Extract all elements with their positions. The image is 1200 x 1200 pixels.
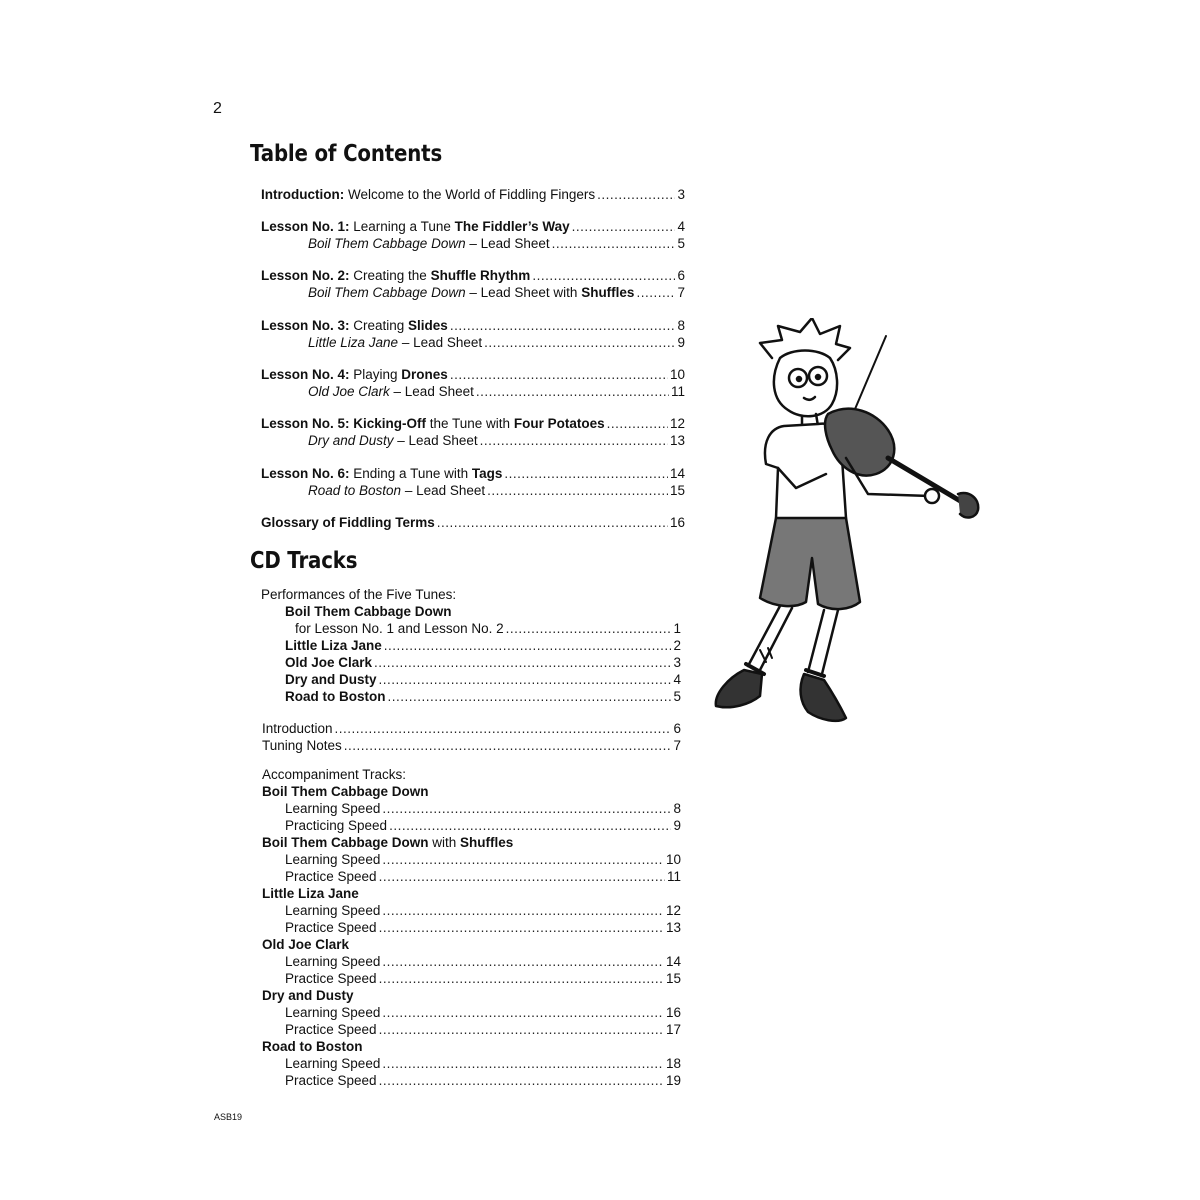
toc-page-number: 12 [669, 416, 685, 431]
toc-page-number: 5 [677, 236, 685, 251]
toc-page-number: 6 [677, 268, 685, 283]
track-number: 6 [673, 721, 681, 736]
toc-page-number: 16 [669, 515, 685, 530]
toc-entry-text: Creating the [349, 268, 431, 283]
dot-leader [382, 852, 664, 868]
toc-entry-label: Glossary of Fiddling Terms [261, 515, 435, 530]
toc-subentry-lesson-2 [308, 285, 685, 302]
track-perf-boil [295, 621, 681, 638]
toc-entry-bold: Shuffle Rhythm [430, 268, 531, 283]
dot-leader [374, 655, 671, 671]
dot-leader [344, 738, 672, 754]
track-label: Learning Speed [285, 852, 381, 867]
toc-entry-text: – Lead Sheet with [465, 285, 582, 300]
toc-entry-lesson-2 [261, 268, 685, 285]
track-label: Little Liza Jane [285, 638, 382, 653]
toc-entry-bold: Slides [408, 318, 448, 333]
track-label: Learning Speed [285, 903, 381, 918]
track-introduction [262, 721, 681, 738]
dot-leader [552, 236, 676, 252]
dot-leader [480, 433, 668, 449]
track-number: 7 [673, 738, 681, 753]
track-label: Learning Speed [285, 1005, 381, 1020]
track-number: 12 [665, 903, 681, 918]
toc-entry-text: – Lead Sheet [389, 384, 474, 399]
toc-entry-text: Ending a Tune with [349, 466, 472, 481]
track-number: 14 [665, 954, 681, 969]
toc-entry-text: – Lead Sheet [465, 236, 550, 251]
dot-leader [379, 971, 664, 987]
toc-entry-bold: Shuffles [581, 285, 635, 300]
acc-dry-title: Dry and Dusty [262, 988, 354, 1003]
dot-leader [379, 920, 664, 936]
toc-title: Table of Contents [250, 141, 443, 167]
dot-leader [450, 367, 668, 383]
toc-page-number: 11 [670, 384, 685, 399]
track-number: 9 [673, 818, 681, 833]
dot-leader [636, 285, 675, 301]
track-label: Dry and Dusty [285, 672, 377, 687]
dot-leader [382, 954, 664, 970]
toc-page-number: 4 [677, 219, 685, 234]
track-label: Practice Speed [285, 1073, 377, 1088]
dot-leader [379, 1022, 664, 1038]
toc-entry-text: the Tune with [426, 416, 514, 431]
toc-entry-text: Creating [349, 318, 409, 333]
toc-subentry-lesson-5 [308, 433, 685, 450]
track-label: Practicing Speed [285, 818, 388, 833]
toc-entry-label: Lesson No. 3: [261, 318, 350, 333]
toc-page-number: 8 [677, 318, 685, 333]
toc-entry-label: Introduction: [261, 187, 345, 202]
toc-page-number: 7 [677, 285, 685, 300]
tune-title: Road to Boston [308, 483, 402, 498]
dot-leader [379, 869, 665, 885]
toc-entry-label: Lesson No. 1: [261, 219, 350, 234]
toc-entry-lesson-4 [261, 367, 685, 384]
toc-entry-introduction [261, 187, 685, 204]
track-number: 19 [665, 1073, 681, 1088]
toc-entry-bold: The Fiddler’s Way [454, 219, 570, 234]
track-number: 16 [665, 1005, 681, 1020]
track-acc-boil-practicing [285, 818, 681, 835]
track-number: 17 [665, 1022, 681, 1037]
toc-entry-text: Learning a Tune [349, 219, 455, 234]
acc-road-title: Road to Boston [262, 1039, 363, 1054]
tune-title: Dry and Dusty [308, 433, 394, 448]
dot-leader [532, 268, 675, 284]
track-acc-dry-practice [285, 1022, 681, 1039]
dot-leader [450, 318, 676, 334]
dot-leader [379, 672, 672, 688]
track-number: 2 [673, 638, 681, 653]
tune-title: Little Liza Jane [308, 335, 399, 350]
dot-leader [389, 818, 671, 834]
track-label: Practice Speed [285, 971, 377, 986]
tune-title: Old Joe Clark [308, 384, 390, 399]
dot-leader [476, 384, 669, 400]
track-label: Practice Speed [285, 1022, 377, 1037]
toc-entry-text: – Lead Sheet [398, 335, 483, 350]
track-label: Road to Boston [285, 689, 386, 704]
track-acc-liza-learning [285, 903, 681, 920]
dot-leader [335, 721, 672, 737]
toc-page-number: 10 [669, 367, 685, 382]
perf-boil-title: Boil Them Cabbage Down [285, 604, 452, 619]
dot-leader [379, 1073, 664, 1089]
track-perf-joe [285, 655, 681, 672]
track-label: Learning Speed [285, 801, 381, 816]
track-acc-road-practice [285, 1073, 681, 1090]
dot-leader [487, 483, 668, 499]
track-tuning-notes [262, 738, 681, 755]
dot-leader [382, 903, 664, 919]
boy-playing-fiddle-illustration [700, 318, 1000, 748]
dot-leader [388, 689, 672, 705]
toc-subentry-lesson-3 [308, 335, 685, 352]
acc-shuffles-title [262, 835, 513, 851]
toc-page-number: 13 [669, 433, 685, 448]
track-perf-dry [285, 672, 681, 689]
track-number: 4 [673, 672, 681, 687]
accompaniment-heading: Accompaniment Tracks: [262, 767, 407, 782]
track-number: 11 [666, 869, 681, 884]
toc-subentry-lesson-1 [308, 236, 685, 253]
toc-subentry-lesson-6 [308, 483, 685, 500]
acc-shuffles-title-part: Boil Them Cabbage Down [262, 835, 429, 850]
toc-entry-text: Playing [349, 367, 402, 382]
acc-liza-title: Little Liza Jane [262, 886, 359, 901]
toc-entry-label: Lesson No. 4: [261, 367, 350, 382]
track-number: 8 [673, 801, 681, 816]
track-number: 10 [665, 852, 681, 867]
track-acc-joe-learning [285, 954, 681, 971]
toc-page-number: 9 [677, 335, 685, 350]
toc-subentry-lesson-4 [308, 384, 685, 401]
dot-leader [382, 1005, 664, 1021]
toc-page-number: 3 [677, 187, 685, 202]
track-acc-liza-practice [285, 920, 681, 937]
acc-shuffles-title-part: with [428, 835, 461, 850]
track-label: Learning Speed [285, 954, 381, 969]
dot-leader [484, 335, 675, 351]
footer-code: ASB19 [214, 1112, 243, 1122]
toc-entry-label: Lesson No. 2: [261, 268, 350, 283]
track-acc-joe-practice [285, 971, 681, 988]
track-number: 5 [673, 689, 681, 704]
page-number: 2 [213, 100, 222, 117]
dot-leader [506, 621, 672, 637]
dot-leader [384, 638, 672, 654]
dot-leader [382, 801, 671, 817]
toc-entry-lesson-6 [261, 466, 685, 483]
toc-entry-glossary [261, 515, 685, 532]
toc-entry-text: – Lead Sheet [393, 433, 478, 448]
toc-entry-text: – Lead Sheet [401, 483, 486, 498]
track-label: Practice Speed [285, 920, 377, 935]
toc-page-number: 14 [669, 466, 685, 481]
dot-leader [437, 515, 668, 531]
toc-entry-bold: Kicking-Off [349, 416, 427, 431]
toc-entry-lesson-3 [261, 318, 685, 335]
track-acc-road-learning [285, 1056, 681, 1073]
dot-leader [572, 219, 676, 235]
toc-page-number: 15 [669, 483, 685, 498]
toc-entry-bold: Four Potatoes [513, 416, 605, 431]
track-acc-shuffles-learning [285, 852, 681, 869]
toc-entry-text: Welcome to the World of Fiddling Fingers [344, 187, 596, 202]
toc-entry-lesson-5 [261, 416, 685, 433]
toc-entry-label: Lesson No. 6: [261, 466, 350, 481]
toc-entry-bold: Tags [471, 466, 503, 481]
track-acc-dry-learning [285, 1005, 681, 1022]
tune-title: Boil Them Cabbage Down [308, 285, 466, 300]
dot-leader [607, 416, 668, 432]
acc-boil-title: Boil Them Cabbage Down [262, 784, 429, 799]
track-number: 15 [665, 971, 681, 986]
track-acc-boil-learning [285, 801, 681, 818]
track-label: for Lesson No. 1 and Lesson No. 2 [295, 621, 504, 636]
tune-title: Boil Them Cabbage Down [308, 236, 466, 251]
acc-joe-title: Old Joe Clark [262, 937, 350, 952]
track-perf-road [285, 689, 681, 706]
track-label: Tuning Notes [262, 738, 342, 753]
toc-entry-lesson-1 [261, 219, 685, 236]
cd-tracks-title: CD Tracks [250, 548, 358, 574]
dot-leader [504, 466, 668, 482]
dot-leader [597, 187, 675, 203]
track-number: 1 [673, 621, 681, 636]
track-label: Practice Speed [285, 869, 377, 884]
dot-leader [382, 1056, 664, 1072]
acc-shuffles-title-part: Shuffles [460, 835, 514, 850]
toc-entry-label: Lesson No. 5: [261, 416, 350, 431]
track-acc-shuffles-practice [285, 869, 681, 886]
track-label: Introduction [262, 721, 333, 736]
track-label: Learning Speed [285, 1056, 381, 1071]
track-label: Old Joe Clark [285, 655, 373, 670]
track-perf-liza [285, 638, 681, 655]
track-number: 18 [665, 1056, 681, 1071]
toc-entry-bold: Drones [401, 367, 448, 382]
performances-heading: Performances of the Five Tunes: [261, 587, 457, 602]
track-number: 13 [665, 920, 681, 935]
track-number: 3 [673, 655, 681, 670]
